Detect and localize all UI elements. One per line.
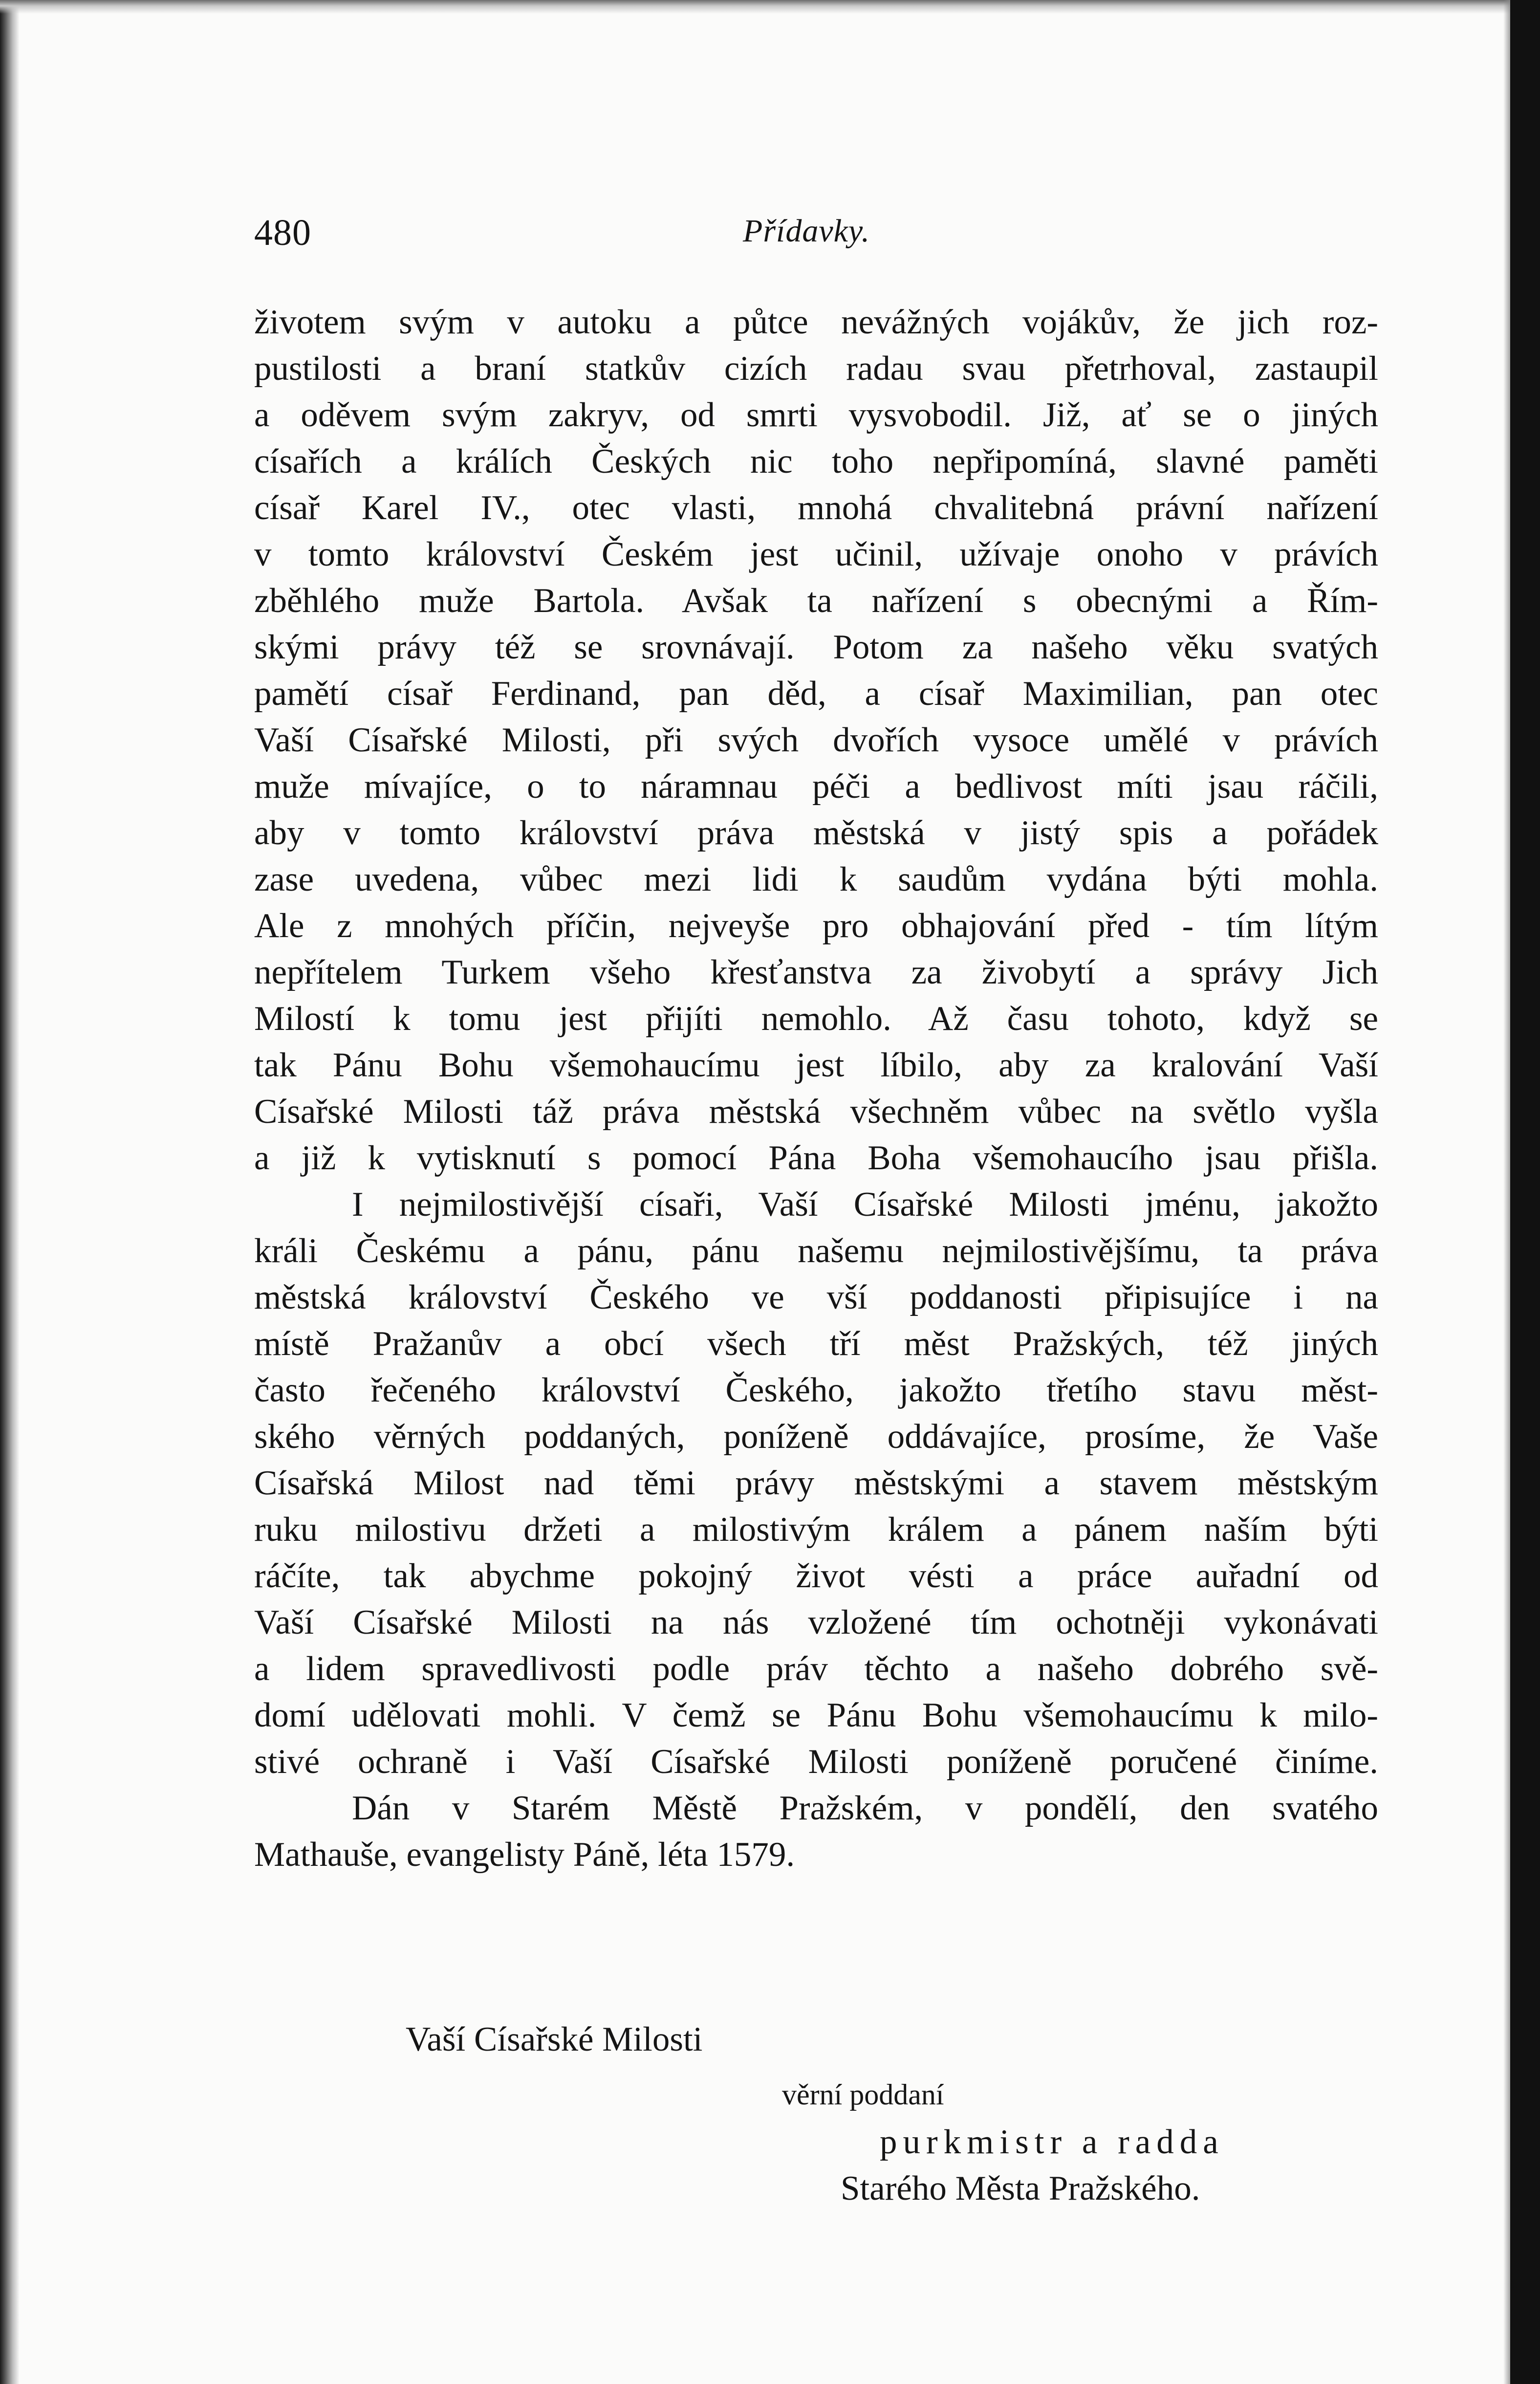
scan-shadow-left: [0, 0, 20, 2384]
text-line: králi Českému a pánu, pánu našemu nejmilostivějšímu, ta práva: [254, 1232, 1378, 1270]
text-line: Milostí k tomu jest přijíti nemohlo. Až času tohoto, když se: [254, 1000, 1378, 1038]
running-title: Přídavky.: [743, 213, 870, 249]
text-line: místě Pražanův a obcí všech tří měst Pražských, též jiných: [254, 1325, 1378, 1363]
text-line: skými právy též se srovnávají. Potom za našeho věku svatých: [254, 628, 1378, 666]
text-line: pustilosti a braní statkův cizích radau svau přetrhoval, zastaupil: [254, 350, 1378, 388]
text-line: ráčíte, tak abychme pokojný život vésti a práce auřadní od: [254, 1557, 1378, 1595]
text-line: stivé ochraně i Vaší Císařské Milosti poníženě poručené činíme.: [254, 1743, 1378, 1781]
text-line: domí udělovati mohli. V čemž se Pánu Bohu všemohaucímu k milo-: [254, 1696, 1378, 1734]
text-line: v tomto království Českém jest učinil, užívaje onoho v právích: [254, 535, 1378, 573]
text-line: Vaší Císařské Milosti na nás vzložené tím ochotněji vykonávati: [254, 1603, 1378, 1641]
text-line: ruku milostivu držeti a milostivým králem a pánem naším býti: [254, 1510, 1378, 1549]
page-number: 480: [254, 212, 311, 253]
text-line: a již k vytisknutí s pomocí Pána Boha všemohaucího jsau přišla.: [254, 1139, 1378, 1177]
body-text: [254, 299, 1378, 1878]
text-line: muže mívajíce, o to náramnau péči a bedlivost míti jsau ráčili,: [254, 767, 1378, 806]
text-line: nepřítelem Turkem všeho křesťanstva za živobytí a správy Jich: [254, 953, 1378, 991]
text-line: Vaší Císařské Milosti, při svých dvořích vysoce umělé v právích: [254, 721, 1378, 759]
text-line: a lidem spravedlivosti podle práv těchto a našeho dobrého svě-: [254, 1650, 1378, 1688]
scan-shadow-top: [0, 0, 1510, 14]
text-line: a oděvem svým zakryv, od smrti vysvobodil. Již, ať se o jiných: [254, 396, 1378, 434]
text-line: Císařská Milost nad těmi právy městskými a stavem městským: [254, 1464, 1378, 1502]
text-line: císař Karel IV., otec vlasti, mnohá chvalitebná právní nařízení: [254, 489, 1378, 527]
text-line: městská království Českého ve vší poddanosti připisujíce i na: [254, 1278, 1378, 1316]
closing-subjects: věrní poddaní: [782, 2078, 944, 2111]
text-line: Císařské Milosti táž práva městská všechněm vůbec na světlo vyšla: [254, 1093, 1378, 1131]
text-line: pamětí císař Ferdinand, pan děd, a císař Maximilian, pan otec: [254, 675, 1378, 713]
closing-salutation: Vaší Císařské Milosti: [406, 2020, 703, 2058]
scan-border-right: [1510, 0, 1540, 2384]
page-header: [254, 205, 1378, 254]
text-line: Ale z mnohých příčin, nejveyše pro obhajování před - tím lítým: [254, 907, 1378, 945]
text-line: císařích a králích Českých nic toho nepřipomíná, slavné paměti: [254, 442, 1378, 481]
closing-office: purkmistr a radda: [880, 2123, 1224, 2161]
date-line: Dán v Starém Městě Pražském, v pondělí, den svatého: [352, 1789, 1378, 1827]
text-line: zběhlého muže Bartola. Avšak ta nařízení s obecnými a Řím-: [254, 582, 1378, 620]
text-line: aby v tomto království práva městská v jistý spis a pořádek: [254, 814, 1378, 852]
closing-city: Starého Města Pražského.: [841, 2169, 1200, 2208]
text-line: zase uvedena, vůbec mezi lidi k saudům vydána býti mohla.: [254, 860, 1378, 898]
text-line: často řečeného království Českého, jakožto třetího stavu měst-: [254, 1371, 1378, 1409]
text-line: životem svým v autoku a půtce nevážných vojákův, že jich roz-: [254, 303, 1378, 341]
date-line: Mathauše, evangelisty Páně, léta 1579.: [254, 1836, 795, 1874]
paragraph-start-line: I nejmilostivější císaři, Vaší Císařské Milosti jménu, jakožto: [352, 1185, 1378, 1224]
text-line: ského věrných poddaných, poníženě oddávajíce, prosíme, že Vaše: [254, 1418, 1378, 1456]
text-line: tak Pánu Bohu všemohaucímu jest líbilo, aby za kralování Vaší: [254, 1046, 1378, 1084]
